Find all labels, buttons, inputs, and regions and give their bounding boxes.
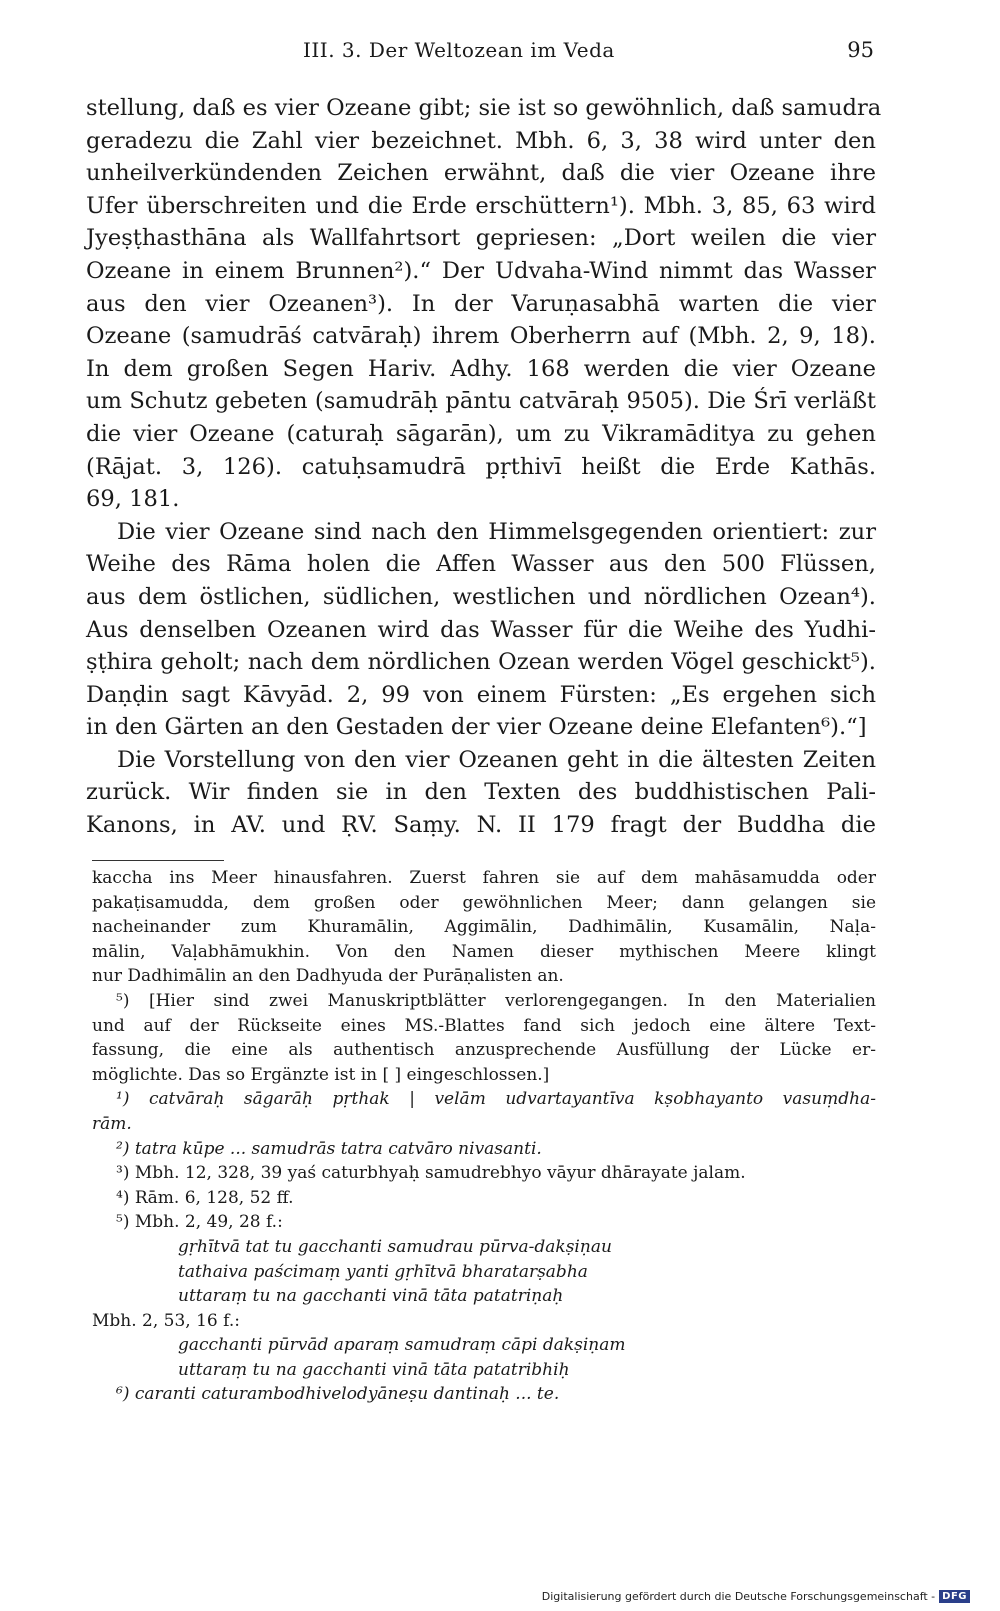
text-line: In dem großen Segen Hariv. Adhy. 168 werden die vier Ozeane: [86, 355, 876, 382]
text-line: Ozeane in einem Brunnen²).“ Der Udvaha-Wind nimmt das Wasser: [86, 257, 876, 284]
text-line: ṣṭhira geholt; nach dem nördlichen Ozean werden Vögel geschickt⁵).: [86, 649, 876, 676]
footnote-line: fassung, die eine als authentisch anzusprechende Ausfüllung der Lücke er-: [92, 1040, 876, 1061]
text-line: aus dem östlichen, südlichen, westlichen und nördlichen Ozean⁴).: [86, 583, 876, 610]
text-line: die vier Ozeane (caturaḥ sāgarān), um zu Vikramāditya zu gehen: [86, 420, 876, 447]
verse-line: gṛhītvā tat tu gacchanti samudrau pūrva-dakṣiṇau: [178, 1236, 612, 1257]
main-text: [86, 92, 882, 842]
credit-text: Digitalisierung gefördert durch die Deutsche Forschungsgemeinschaft -: [541, 1589, 936, 1603]
text-line: Ufer überschreiten und die Erde erschüttern¹). Mbh. 3, 85, 63 wird: [86, 192, 876, 219]
footnote-line: möglichte. Das so Ergänzte ist in [ ] eingeschlossen.]: [92, 1064, 550, 1085]
footnote-line: kaccha ins Meer hinausfahren. Zuerst fahren sie auf dem mahāsamudda oder: [92, 868, 876, 888]
text-line: Jyeṣṭhasthāna als Wallfahrtsort gepriesen: „Dort weilen die vier: [86, 225, 876, 252]
text-line: (Rājat. 3, 126). catuḥsamudrā pṛthivī heißt die Erde Kathās.: [86, 453, 876, 480]
footnote-line: rām.: [92, 1113, 132, 1134]
footnote-line: ¹) catvāraḥ sāgarāḥ pṛthak | velām udvartayantīva kṣobhayanto vasuṃdha-: [116, 1089, 876, 1110]
footnote-line: ⁵) Mbh. 2, 49, 28 f.:: [116, 1212, 283, 1233]
footnote-line: mālin, Vaḷabhāmukhin. Von den Namen dieser mythischen Meere klingt: [92, 941, 876, 962]
verse-line: tathaiva paścimaṃ yanti gṛhītvā bharatarṣabha: [178, 1261, 588, 1282]
footnote-line: ⁴) Rām. 6, 128, 52 ff.: [116, 1187, 294, 1208]
page-number: 95: [847, 38, 874, 62]
verse-line: uttaraṃ tu na gacchanti vinā tāta patatriṇaḥ: [178, 1286, 564, 1307]
footnote-line: ²) tatra kūpe ... samudrās tatra catvāro nivasanti.: [116, 1138, 542, 1159]
text-line: 69, 181.: [86, 486, 180, 513]
text-line: um Schutz gebeten (samudrāḥ pāntu catvāraḥ 9505). Die Śrī verläßt: [86, 388, 876, 415]
text-line: Ozeane (samudrāś catvāraḥ) ihrem Oberherrn auf (Mbh. 2, 9, 18).: [86, 323, 876, 350]
footnote-line: Mbh. 2, 53, 16 f.:: [92, 1310, 240, 1331]
footnote-line: nur Dadhimālin an den Dadhyuda der Purāṇalisten an.: [92, 966, 564, 987]
text-line: stellung, daß es vier Ozeane gibt; sie ist so gewöhnlich, daß samudra: [86, 95, 882, 121]
page-header: [88, 38, 874, 68]
verse-line: gacchanti pūrvād aparaṃ samudraṃ cāpi dakṣiṇam: [178, 1335, 626, 1356]
digitization-credit: [542, 1587, 970, 1605]
text-line: unheilverkündenden Zeichen erwähnt, daß die vier Ozeane ihre: [86, 160, 876, 187]
footnote-line: ³) Mbh. 12, 328, 39 yaś caturbhyaḥ samudrebhyo vāyur dhārayate jalam.: [116, 1163, 746, 1184]
text-line: in den Gärten an den Gestaden der vier Ozeane deine Elefanten⁶).“]: [86, 714, 867, 741]
verse-line: uttaraṃ tu na gacchanti vinā tāta patatribhiḥ: [178, 1359, 570, 1380]
text-line: Kanons, in AV. und ṚV. Saṃy. N. II 179 fragt der Buddha die: [86, 812, 876, 839]
text-line: Daṇḍin sagt Kāvyād. 2, 99 von einem Fürsten: „Es ergehen sich: [86, 681, 876, 708]
text-line: zurück. Wir finden sie in den Texten des buddhistischen Pali-: [86, 779, 876, 806]
footnote-line: pakaṭisamudda, dem großen oder gewöhnlichen Meer; dann gelangen sie: [92, 892, 876, 913]
text-line: Die vier Ozeane sind nach den Himmelsgegenden orientiert: zur: [117, 518, 876, 545]
text-line: Aus denselben Ozeanen wird das Wasser für die Weihe des Yudhi-: [86, 616, 876, 643]
text-line: Die Vorstellung von den vier Ozeanen geht in die ältesten Zeiten: [117, 746, 876, 773]
footnote-line: nacheinander zum Khuramālin, Aggimālin, Dadhimālin, Kusamālin, Naḷa-: [92, 917, 876, 938]
text-line: geradezu die Zahl vier bezeichnet. Mbh. 6, 3, 38 wird unter den: [86, 127, 876, 154]
text-line: aus den vier Ozeanen³). In der Varuṇasabhā warten die vier: [86, 290, 876, 317]
running-title: III. 3. Der Weltozean im Veda: [303, 38, 615, 62]
footnote-divider: [92, 860, 224, 861]
footnotes: [92, 866, 876, 1407]
text-line: Weihe des Rāma holen die Affen Wasser aus den 500 Flüssen,: [86, 551, 876, 578]
footnote-line: und auf der Rückseite eines MS.-Blattes fand sich jedoch eine ältere Text-: [92, 1015, 876, 1036]
footnote-line: ⁵) [Hier sind zwei Manuskriptblätter verlorengegangen. In den Materialien: [116, 990, 876, 1011]
dfg-logo: DFG: [939, 1590, 970, 1603]
footnote-line: ⁶) caranti caturambodhivelodyāneṣu dantinaḥ ... te.: [116, 1384, 560, 1405]
